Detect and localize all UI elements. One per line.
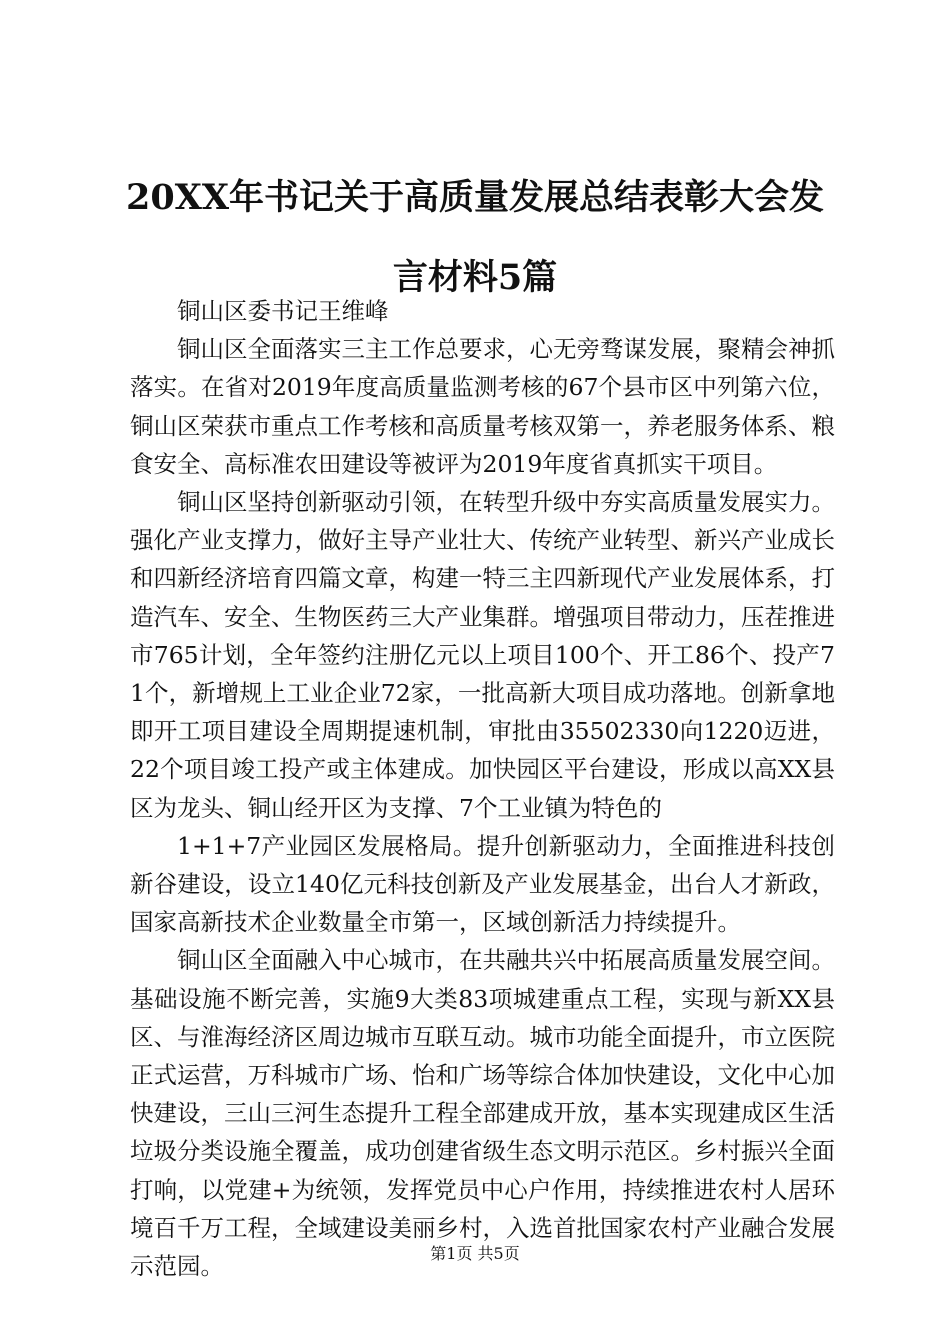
paragraph: 铜山区全面融入中心城市，在共融共兴中拓展高质量发展空间。基础设施不断完善，实施9大类83项城建重点工程，实现与新XX县区、与淮海经济区周边城市互联互动。城市功能全面提升，市立医院正式运营，万科城市广场、怡和广场等综合体加快建设，文化中心加快建设，三山三河生态提升工程全部建成开放，基本实现建成区生活垃圾分类设施全覆盖，成功创建省级生态文明示范区。乡村振兴全面打响，以党建+为统领，发挥党员中心户作用，持续推进农村人居环境百千万工程，全域建设美丽乡村，入选首批国家农村产业融合发展示范园。 xyxy=(130,946,835,1281)
title-line-2: 言材料5篇 xyxy=(392,257,558,298)
paragraph: 1+1+7产业园区发展格局。提升创新驱动力，全面推进科技创新谷建设，设立140亿元科技创新及产业发展基金，出台人才新政，国家高新技术企业数量全市第一，区域创新活力持续提升。 xyxy=(130,831,835,937)
document-body xyxy=(130,292,835,1285)
author-line: 铜山区委书记王维峰 xyxy=(177,297,389,325)
paragraph: 铜山区坚持创新驱动引领，在转型升级中夯实高质量发展实力。强化产业支撑力，做好主导产业壮大、传统产业转型、新兴产业成长和四新经济培育四篇文章，构建一特三主四新现代产业发展体系，打造汽车、安全、生物医药三大产业集群。增强项目带动力，压茬推进市765计划，全年签约注册亿元以上项目100个、开工86个、投产71个，新增规上工业企业72家，一批高新大项目成功落地。创新拿地即开工项目建设全周期提速机制，审批由35502330向1220迈进，22个项目竣工投产或主体建成。加快园区平台建设，形成以高XX县区为龙头、铜山经开区为支撑、7个工业镇为特色的 xyxy=(130,488,835,822)
title-line-1: 20XX年书记关于高质量发展总结表彰大会发 xyxy=(125,177,825,218)
page-number: 第1页 共5页 xyxy=(430,1244,520,1263)
paragraph: 铜山区全面落实三主工作总要求，心无旁骛谋发展，聚精会神抓落实。在省对2019年度高质量监测考核的67个县市区中列第六位，铜山区荣获市重点工作考核和高质量考核双第一，养老服务体系、粮食安全、高标准农田建设等被评为2019年度省真抓实干项目。 xyxy=(130,335,835,478)
